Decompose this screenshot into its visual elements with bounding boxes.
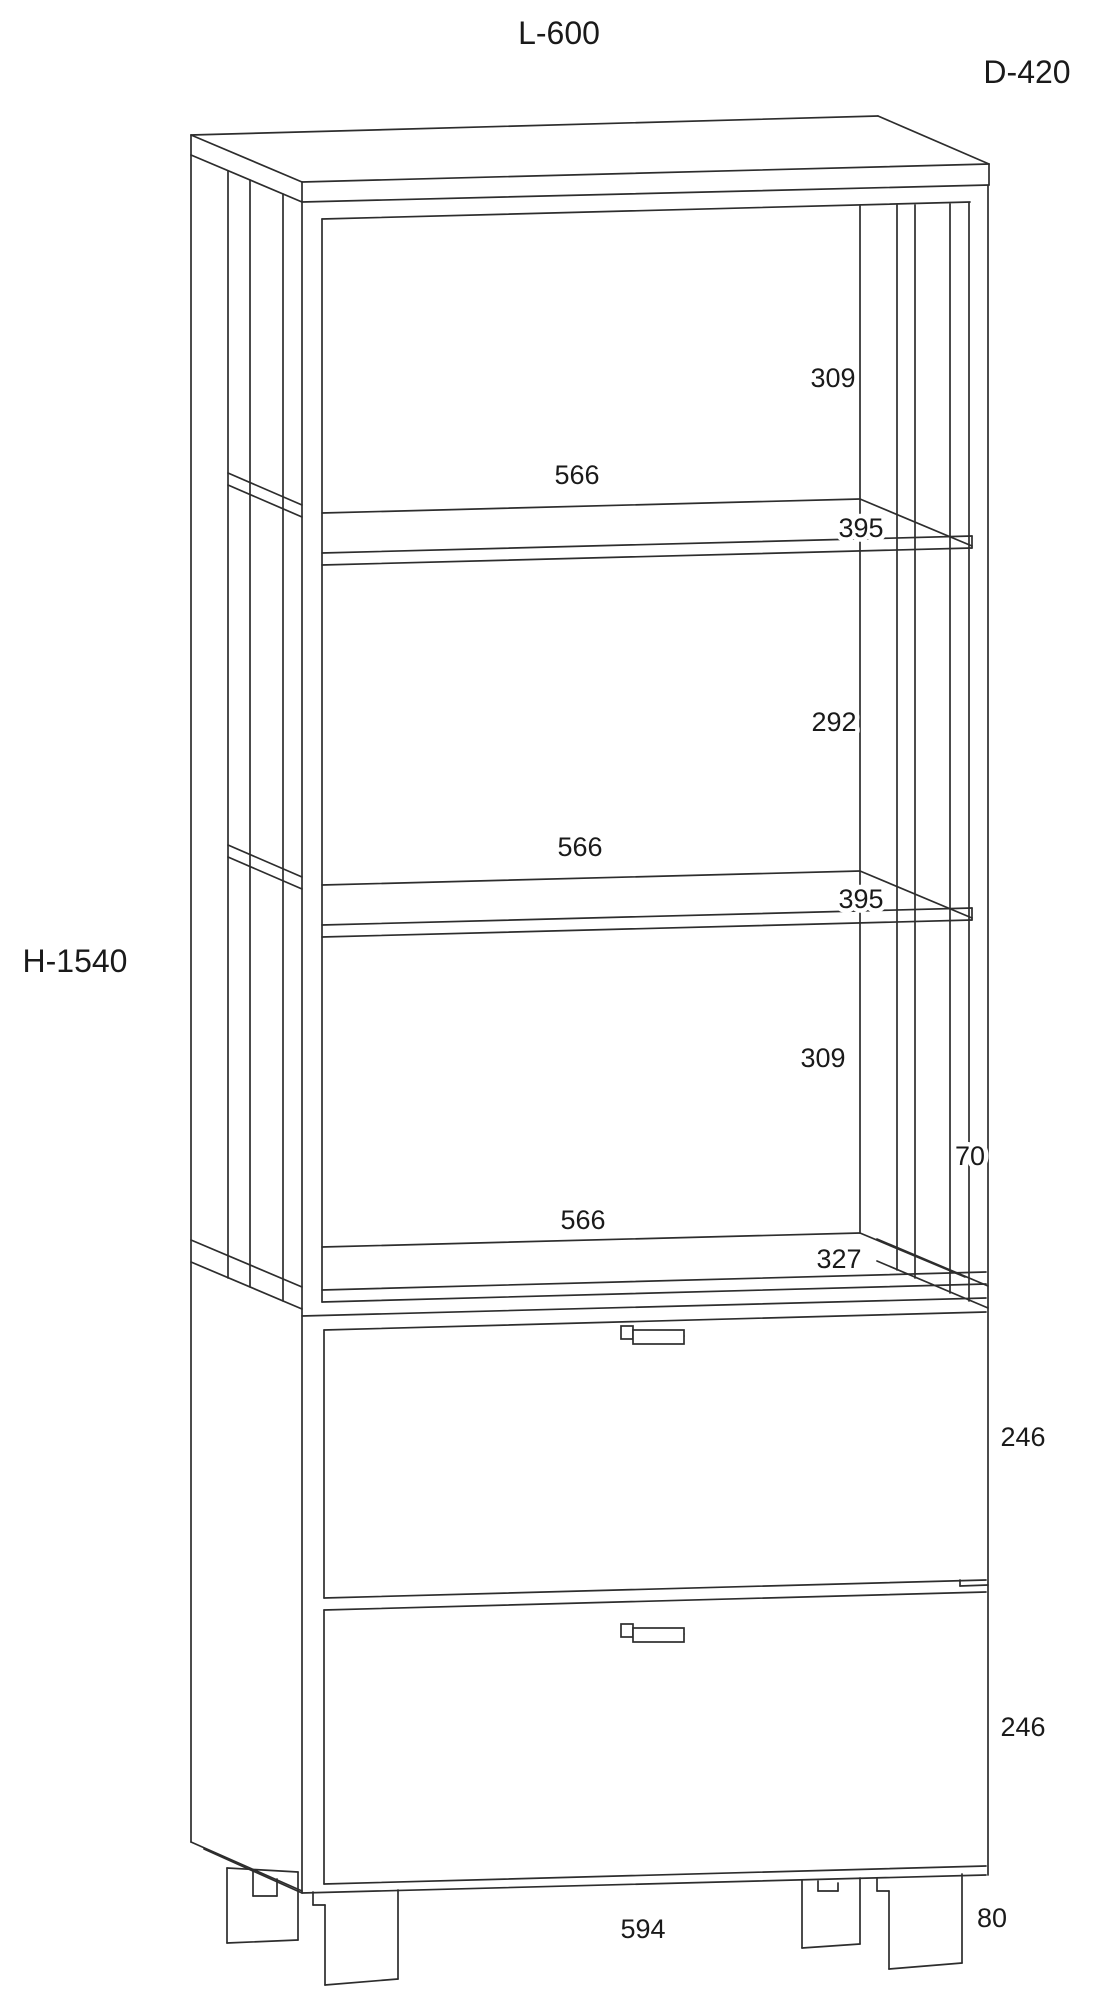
dimension-label: 309	[800, 1043, 846, 1073]
edge-line	[191, 1262, 302, 1309]
edge-line	[227, 1868, 298, 1872]
dimension-label: 566	[554, 460, 600, 490]
edge-line	[322, 202, 970, 219]
edge-line	[227, 1940, 298, 1943]
edge-line	[191, 116, 878, 135]
dimension-label: 395	[838, 884, 884, 914]
edge-line	[191, 1240, 302, 1287]
edge-line	[802, 1944, 860, 1948]
dimension-label: 566	[560, 1205, 606, 1235]
dimension-label: 309	[810, 363, 856, 393]
dimension-label: 70	[954, 1141, 986, 1171]
dimension-label: 246	[1000, 1712, 1046, 1742]
edge-line	[191, 155, 302, 202]
edge-line	[302, 164, 989, 182]
drawer-handle-part	[621, 1326, 633, 1339]
drawer-handle-part	[633, 1628, 684, 1642]
edge-line	[889, 1963, 962, 1969]
dimension-label: 327	[816, 1244, 862, 1274]
edge-line	[325, 1979, 398, 1985]
edge-line	[302, 185, 989, 202]
dimension-label: H-1540	[22, 943, 128, 979]
dimension-label: 246	[1000, 1422, 1046, 1452]
dimension-label: 395	[838, 513, 884, 543]
edge-line	[324, 1866, 986, 1884]
dimension-label: 80	[976, 1903, 1008, 1933]
dimension-label: 566	[557, 832, 603, 862]
edge-line	[191, 1842, 302, 1891]
dimension-label: 594	[620, 1914, 666, 1944]
drawer-handle-part	[633, 1330, 684, 1344]
edge-line	[191, 135, 302, 182]
dimension-label: L-600	[518, 15, 600, 51]
edge-line	[960, 1585, 988, 1586]
dimension-label: D-420	[983, 54, 1071, 90]
edge-line	[878, 116, 989, 164]
edge-line	[322, 1233, 860, 1247]
edge-line	[322, 871, 860, 885]
edge-line	[322, 499, 860, 513]
edge-line	[302, 1298, 986, 1316]
drawer-handle-part	[621, 1624, 633, 1637]
edge-line	[324, 1312, 986, 1330]
dimension-label: 292	[811, 707, 857, 737]
